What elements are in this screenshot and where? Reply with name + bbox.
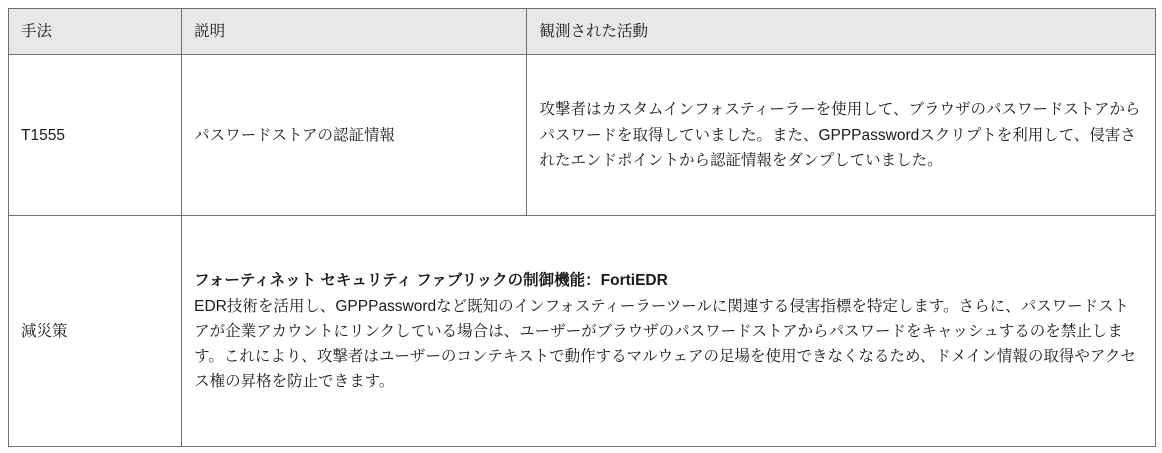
cell-observed-activity: 攻撃者はカスタムインフォスティーラーを使用して、ブラウザのパスワードストアからパスワードを取得していました。また、GPPPasswordスクリプトを利用して、侵害されたエンドポイントから認証情報をダンプしていました。 (527, 55, 1156, 216)
cell-mitigation-label: 減災策 (9, 216, 182, 447)
table-body (9, 55, 1156, 447)
header-description: 説明 (182, 9, 527, 55)
table-header-row (9, 9, 1156, 55)
cell-mitigation-content (182, 216, 1156, 447)
table-header (9, 9, 1156, 55)
header-observed-activity: 観測された活動 (527, 9, 1156, 55)
cell-technique-description: パスワードストアの認証情報 (182, 55, 527, 216)
technique-table (8, 8, 1156, 447)
mitigation-body: EDR技術を活用し、GPPPasswordなど既知のインフォスティーラーツールに関連する侵害指標を特定します。さらに、パスワードストアが企業アカウントにリンクしている場合は、ユーザーがブラウザのパスワードストアからパスワードをキャッシュするのを禁止します。これにより、攻撃者はユーザーのコンテキストで動作するマルウェアの足場を使用できなくなるため、ドメイン情報の取得やアクセス権の昇格を防止できます。 (194, 297, 1136, 391)
table-row (9, 55, 1156, 216)
mitigation-title: フォーティネット セキュリティ ファブリックの制御機能：FortiEDR (194, 271, 668, 289)
table-row-mitigation (9, 216, 1156, 447)
cell-technique-id: T1555 (9, 55, 182, 216)
header-technique: 手法 (9, 9, 182, 55)
